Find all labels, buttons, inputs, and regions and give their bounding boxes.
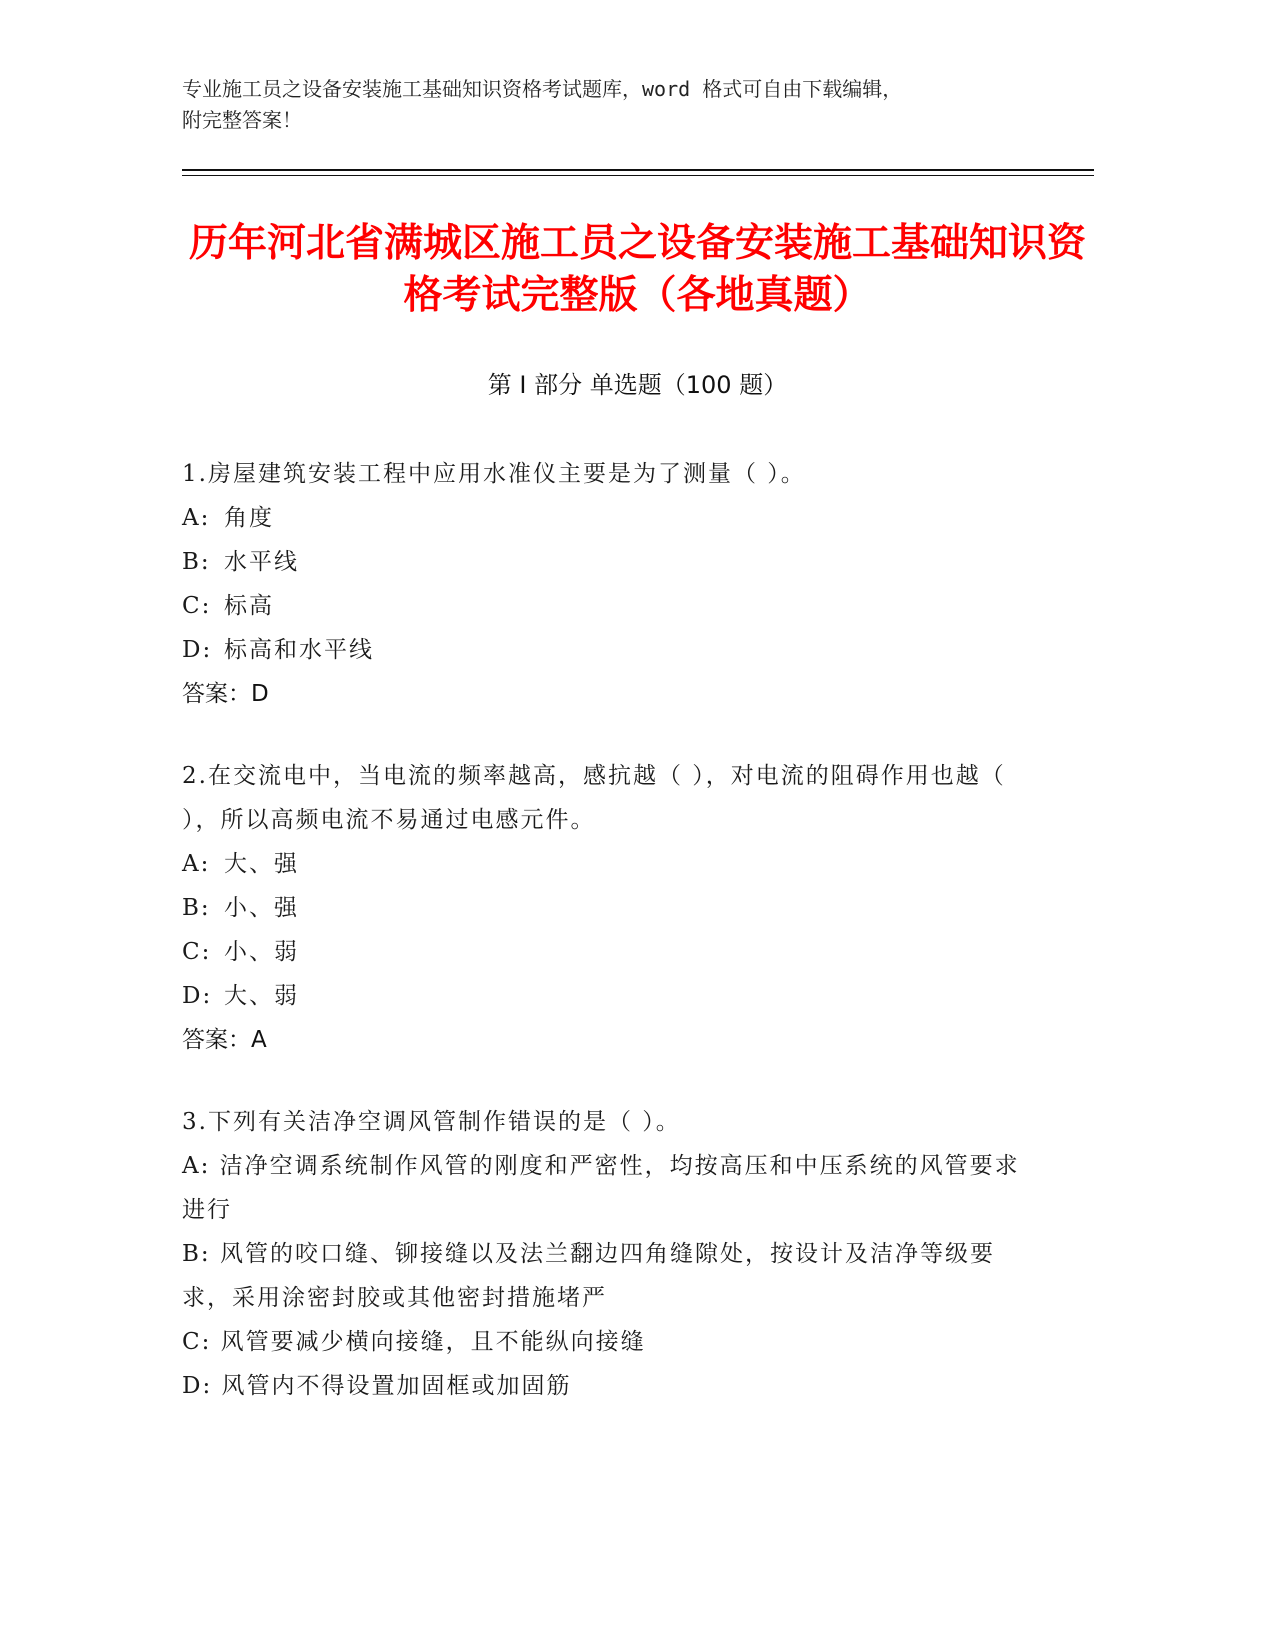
- option-b: [182, 886, 1042, 930]
- header-divider-thin: [182, 175, 1094, 176]
- answer: 答案：D: [182, 681, 269, 707]
- question-2: [182, 754, 1042, 1062]
- option-c: [182, 1320, 1042, 1364]
- option-text: 洁净空调系统制作风管的刚度和严密性，均按高压和中压系统的风管要求进行: [182, 1153, 1020, 1223]
- option-text: 风管的咬口缝、铆接缝以及法兰翻边四角缝隙处，按设计及洁净等级要求，采用涂密封胶或其他密封措施堵严: [182, 1241, 995, 1311]
- option-b: [182, 540, 1042, 584]
- option-key: C:: [182, 593, 212, 619]
- option-text: 大、强: [224, 851, 299, 877]
- option-text: 风管要减少横向接缝，且不能纵向接缝: [220, 1329, 646, 1355]
- option-a: [182, 1144, 1042, 1232]
- option-text: 角度: [224, 505, 274, 531]
- question-3: [182, 1100, 1042, 1408]
- option-a: [182, 842, 1042, 886]
- option-text: 水平线: [224, 549, 299, 575]
- option-text: 标高和水平线: [224, 637, 374, 663]
- question-stem: 1.房屋建筑安装工程中应用水准仪主要是为了测量（ ）。: [182, 461, 806, 487]
- option-d: [182, 1364, 1042, 1408]
- option-key: D:: [182, 1373, 213, 1399]
- option-text: 标高: [224, 593, 274, 619]
- option-text: 小、弱: [224, 939, 299, 965]
- header-divider-thick: [182, 169, 1094, 171]
- option-key: B:: [182, 549, 211, 575]
- option-text: 小、强: [224, 895, 299, 921]
- option-c: [182, 930, 1042, 974]
- option-text: 风管内不得设置加固框或加固筋: [221, 1373, 572, 1399]
- option-key: C:: [182, 1329, 212, 1355]
- option-d: [182, 628, 1042, 672]
- option-key: B:: [182, 895, 211, 921]
- question-stem: 2.在交流电中，当电流的频率越高，感抗越（ ），对电流的阻碍作用也越（ ），所以高频电流不易通过电感元件。: [182, 763, 1006, 833]
- option-b: [182, 1232, 1042, 1320]
- option-text: 大、弱: [224, 983, 299, 1009]
- question-1: [182, 452, 1042, 716]
- option-key: A:: [182, 1153, 211, 1179]
- option-key: A:: [182, 505, 211, 531]
- question-list: [182, 452, 1042, 1446]
- option-d: [182, 974, 1042, 1018]
- document-title: 历年河北省满城区施工员之设备安装施工基础知识资格考试完整版（各地真题）: [188, 221, 1086, 318]
- header-note: 专业施工员之设备安装施工基础知识资格考试题库，word 格式可自由下载编辑， 附完整答案！: [182, 77, 903, 132]
- option-a: [182, 496, 1042, 540]
- section-title: 第 I 部分 单选题（100 题）: [487, 371, 788, 399]
- option-key: D:: [182, 637, 213, 663]
- option-key: D:: [182, 983, 213, 1009]
- answer: 答案：A: [182, 1027, 267, 1053]
- question-stem: 3.下列有关洁净空调风管制作错误的是（ ）。: [182, 1109, 681, 1135]
- option-key: C:: [182, 939, 212, 965]
- option-key: A:: [182, 851, 211, 877]
- option-key: B:: [182, 1241, 211, 1267]
- option-c: [182, 584, 1042, 628]
